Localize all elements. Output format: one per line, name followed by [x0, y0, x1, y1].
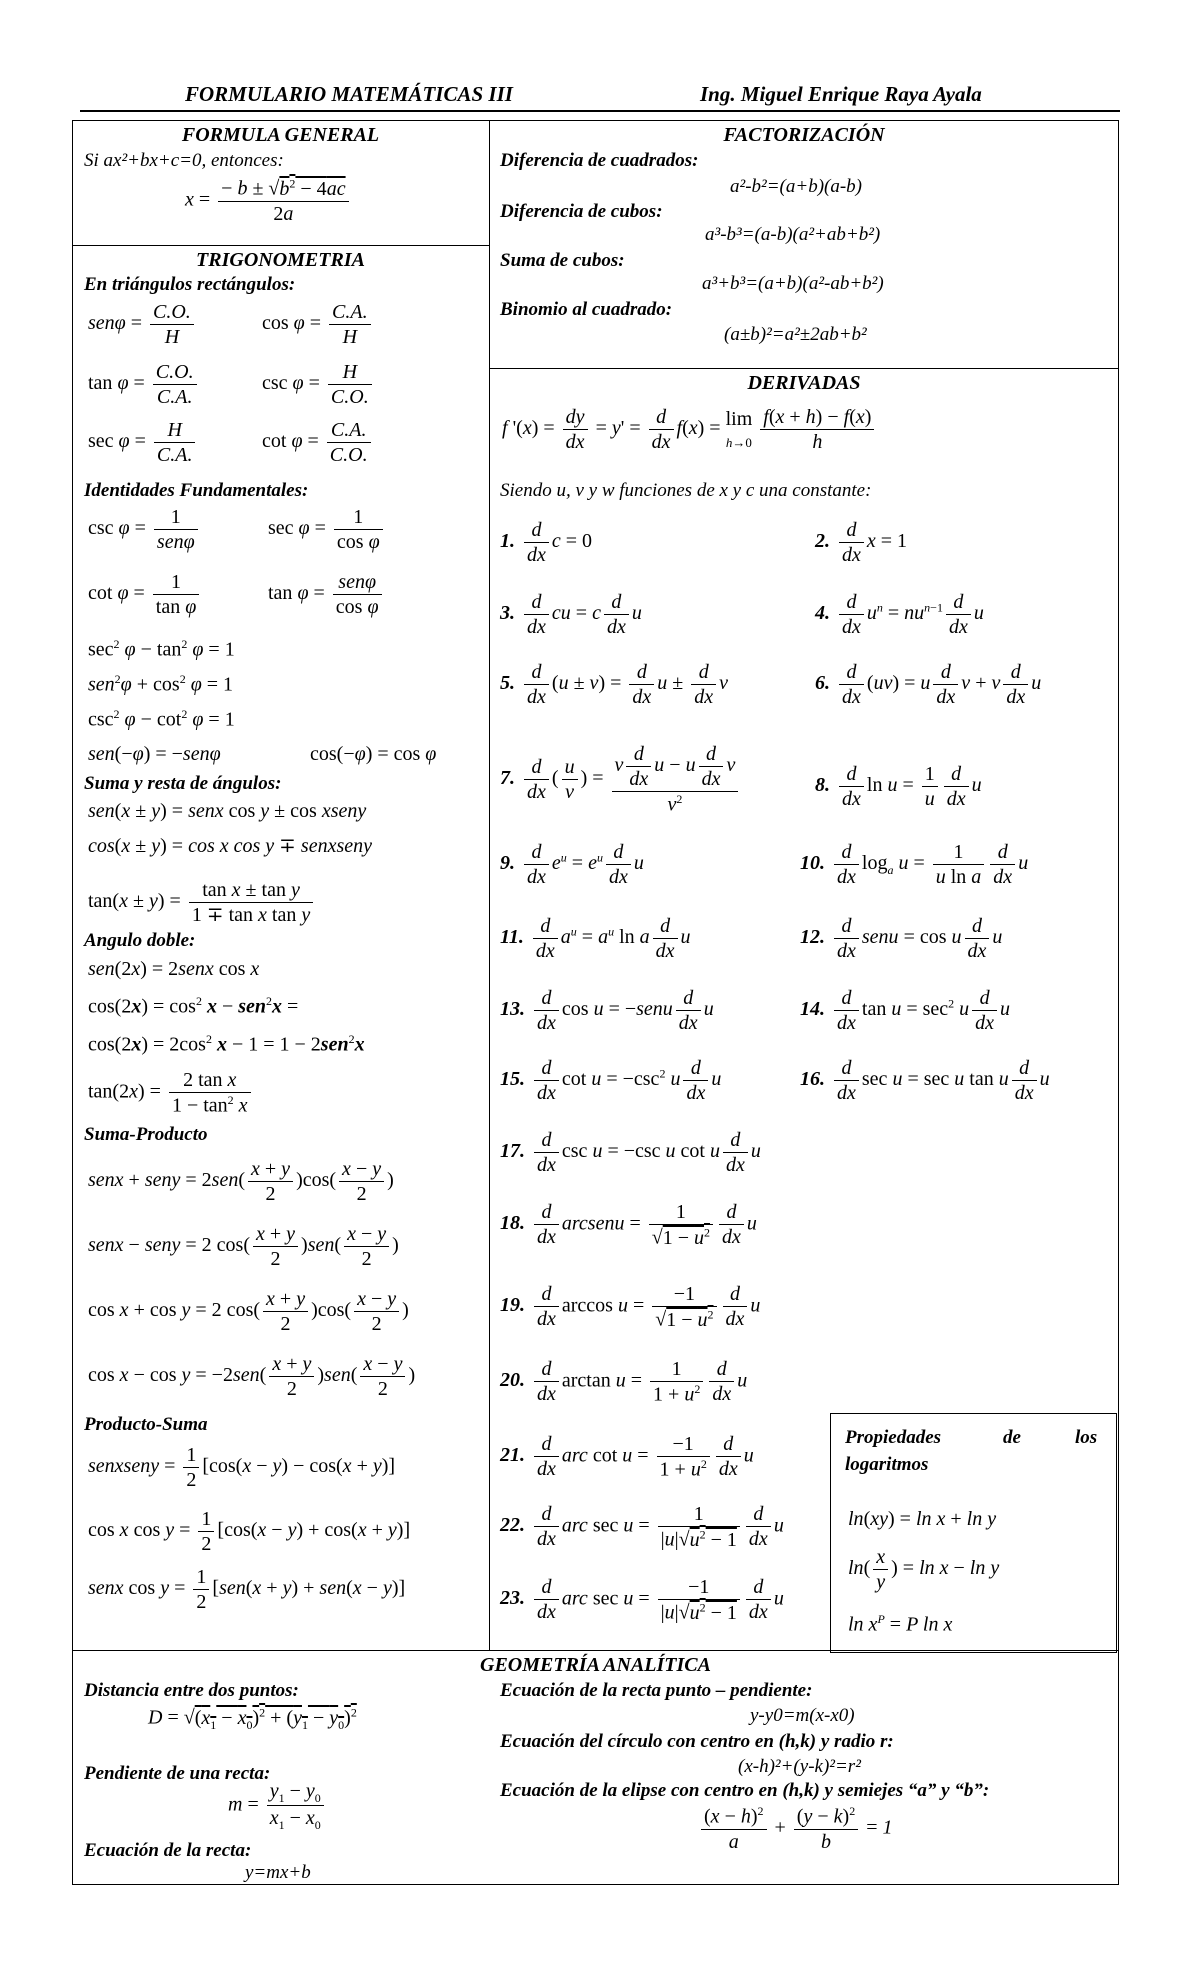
- geo-circle-value: (x-h)²+(y-k)²=r²: [738, 1756, 861, 1777]
- general-title: FORMULA GENERAL: [181, 124, 380, 146]
- quadratic-formula: x = $\frac{- b \pm √b^2 - 4ac}{2a}$: [185, 176, 352, 226]
- log-title-d: logaritmos: [845, 1454, 929, 1475]
- factor-diff-cubes-label: Diferencia de cubos:: [500, 201, 663, 222]
- factor-sum-cubes-label: Suma de cubos:: [500, 250, 625, 271]
- factor-binomial-eq: (a±b)²=a²±2ab+b²: [724, 324, 867, 345]
- geo-line-value: y=mx+b: [245, 1862, 311, 1883]
- geo-distance-formula: $D = √(x_1 - x_0)^2 + (y_1 - y_0)^2$: [148, 1705, 357, 1732]
- deriv-rule-15: 15. $\frac{d}{dx}$ $\cot u = -\csc^2$ u $\frac{d}{dx}$ u: [500, 1057, 722, 1104]
- sin-def: senφ = $\frac{C.O.}{H}$: [88, 300, 197, 349]
- deriv-rule-3: 3. $\frac{d}{dx}$ cu = c $\frac{d}{dx}$ u: [500, 591, 642, 638]
- sum-product-2: senx − seny = 2 cos( $\frac{x + y}{2}$ )sen( $\frac{x - y}{2}$ ): [88, 1223, 399, 1270]
- geo-slope-formula: m = $\frac{y_1 - y_0}{x_1 - x_0}$: [228, 1779, 327, 1833]
- cos-double-2: $\cos(2x) = 2\cos^2$ x − 1 = 1 − 2sen$^2$x: [88, 1032, 365, 1056]
- deriv-rule-12: 12. $\frac{d}{dx}$ senu = cos u $\frac{d}{dx}$ u: [800, 915, 1003, 962]
- log-power: $\ln x^P = P$ ln x: [848, 1612, 953, 1636]
- pythag-sin-cos: $sen^2\varphi + \cos^2 \varphi = 1$: [88, 672, 234, 696]
- deriv-rule-10: 10. $\frac{d}{dx}$ $\log_a u$ = $\frac{1}{\text{u ln a}}$ $\frac{d}{dx}$ u: [800, 841, 1029, 888]
- sin-odd: sen(−φ) = −senφ: [88, 743, 221, 765]
- trig-identities-label: Identidades Fundamentales:: [84, 480, 309, 501]
- deriv-note: Siendo u, v y w funciones de x y c una constante:: [500, 480, 872, 501]
- deriv-rule-17: 17. $\frac{d}{dx}$ csc u = −csc u cot u $\frac{d}{dx}$ u: [500, 1129, 761, 1176]
- sin-sum: sen(x ± y) = senx cos y ± cos xseny: [88, 800, 367, 822]
- trig-double-label: Angulo doble:: [84, 930, 196, 951]
- trig-title: TRIGONOMETRIA: [196, 249, 365, 271]
- log-title-a: Propiedades: [845, 1427, 942, 1448]
- deriv-rule-19: 19. $\frac{d}{dx}$ arccos u = $\frac{-1}{√1 - u^2}$ $\frac{d}{dx}$ u: [500, 1283, 761, 1331]
- cos-even: cos(−φ) = cos φ: [310, 743, 437, 765]
- deriv-rule-8: 8. $\frac{d}{dx}$ ln u = $\frac{1}{u}$ $\frac{d}{dx}$ u: [815, 763, 982, 810]
- header-rule: [80, 110, 1120, 112]
- deriv-rule-18: 18. $\frac{d}{dx}$ arcsenu = $\frac{1}{√1 - u^2}$ $\frac{d}{dx}$ u: [500, 1201, 757, 1249]
- cot-identity: cot φ = $\frac{1}{\text{tan φ}}$: [88, 570, 202, 619]
- deriv-rule-14: 14. $\frac{d}{dx}$ $\tan u = \sec^2 u$ $\frac{d}{dx}$ u: [800, 987, 1011, 1034]
- factor-binomial-label: Binomio al cuadrado:: [500, 299, 673, 320]
- geo-title: GEOMETRÍA ANALÍTICA: [480, 1654, 711, 1676]
- deriv-rule-20: 20. $\frac{d}{dx}$ arctan u = $\frac{1}{1 + u^2}$ $\frac{d}{dx}$ u: [500, 1358, 748, 1406]
- log-title-c: los: [1075, 1427, 1098, 1448]
- geo-distance-label: Distancia entre dos puntos:: [84, 1680, 299, 1701]
- sum-product-1: senx + seny = 2sen( $\frac{x + y}{2}$ )cos( $\frac{x - y}{2}$ ): [88, 1158, 394, 1205]
- geo-point-slope-label: Ecuación de la recta punto – pendiente:: [500, 1680, 813, 1701]
- factor-sum-cubes-eq: a³+b³=(a+b)(a²-ab+b²): [702, 273, 884, 294]
- divider-general-trig: [72, 245, 489, 246]
- product-sum-1: senxseny = $\frac{1}{2}$ [cos(x − y) − cos(x + y)]: [88, 1444, 396, 1491]
- sec-def: sec φ = $\frac{H}{C.A.}$: [88, 418, 198, 467]
- header-left: FORMULARIO MATEMÁTICAS III: [185, 82, 513, 106]
- cos-def: cos φ = $\frac{C.A.}{H}$: [262, 300, 374, 349]
- trig-triangles-label: En triángulos rectángulos:: [84, 274, 296, 295]
- divider-factor-deriv: [489, 368, 1119, 369]
- deriv-rule-2: 2. $\frac{d}{dx}$ x = 1: [815, 519, 908, 566]
- deriv-rule-22: 22. $\frac{d}{dx}$ arc sec u = $\frac{1}{|u|√u^2 - 1}$ $\frac{d}{dx}$ u: [500, 1503, 784, 1551]
- geo-ellipse-formula: $\frac{(x - h)^2}{a}$ + $\frac{(y - k)^2}{b}$ = 1: [698, 1804, 892, 1854]
- product-sum-3: senx cos y = $\frac{1}{2}$ [sen(x + y) + sen(x − y)]: [88, 1566, 406, 1613]
- product-sum-2: cos x cos y = $\frac{1}{2}$ [cos(x − y) + cos(x + y)]: [88, 1508, 411, 1555]
- deriv-rule-7: 7. $\frac{d}{dx}$ ( $\frac{u}{v}$ ) = v $\frac{d}{dx}$ u − u $\frac{d}{dx}$ v $v^2$: [500, 742, 741, 817]
- factor-title: FACTORIZACIÓN: [723, 124, 885, 146]
- geo-circle-label: Ecuación del círculo con centro en (h,k) y radio r:: [500, 1731, 894, 1752]
- pythag-sec-tan: $\sec^2 \varphi - \tan^2 \varphi = 1$: [88, 637, 235, 661]
- geo-slope-label: Pendiente de una recta:: [84, 1763, 271, 1784]
- deriv-rule-1: 1. $\frac{d}{dx}$ c = 0: [500, 519, 593, 566]
- general-intro: Si ax²+bx+c=0, entonces:: [84, 150, 284, 171]
- sec-identity: sec φ = $\frac{1}{\text{cos φ}}$: [268, 505, 386, 554]
- sin-double: sen(2x) = 2senx cos x: [88, 958, 260, 980]
- tan-def: tan φ = $\frac{C.O.}{C.A.}$: [88, 360, 200, 409]
- geo-point-slope-value: y-y0=m(x-x0): [750, 1705, 855, 1726]
- csc-def: csc φ = $\frac{H}{C.O.}$: [262, 360, 375, 409]
- tan-sum: tan(x ± y) = $\frac{\text{tan x ± tan y}}{\text{1 ∓ tan x tan y}}$: [88, 878, 316, 927]
- log-title-b: de: [1003, 1427, 1021, 1448]
- deriv-definition: f '(x) = $\frac{dy}{dx}$ = y' = $\frac{d}{dx}$ f(x) = lim h→0 $\frac{f(x + h) - f(x)}{h}$: [502, 405, 877, 454]
- log-quotient: ln( $\frac{x}{y}$ ) = ln x − ln y: [848, 1546, 1000, 1593]
- factor-diff-squares-label: Diferencia de cuadrados:: [500, 150, 699, 171]
- trig-sum-diff-label: Suma y resta de ángulos:: [84, 773, 282, 794]
- deriv-rule-9: 9. $\frac{d}{dx}$ $e^u = e^u$ $\frac{d}{dx}$ u: [500, 841, 644, 888]
- column-divider: [489, 120, 490, 1650]
- deriv-rule-13: 13. $\frac{d}{dx}$ cos u = −senu $\frac{d}{dx}$ u: [500, 987, 714, 1034]
- trig-product-sum-label: Producto-Suma: [84, 1414, 208, 1435]
- cos-double-1: $\cos(2x) = \cos^2 x - sen^2x$ =: [88, 994, 299, 1018]
- trig-sum-product-label: Suma-Producto: [84, 1124, 208, 1145]
- cot-def: cot φ = $\frac{C.A.}{C.O.}$: [262, 418, 374, 467]
- pythag-csc-cot: $\csc^2 \varphi - \cot^2 \varphi = 1$: [88, 707, 235, 731]
- geo-ellipse-label: Ecuación de la elipse con centro en (h,k) y semiejes “a” y “b”:: [500, 1780, 990, 1801]
- deriv-rule-4: 4. $\frac{d}{dx}$ $u^n = nu^{n-1}$ $\frac{d}{dx}$ u: [815, 591, 984, 638]
- tan-identity: tan φ = $\frac{\text{senφ}}{\text{cos φ}}$: [268, 570, 385, 619]
- deriv-title: DERIVADAS: [747, 372, 861, 394]
- deriv-rule-16: 16. $\frac{d}{dx}$ sec u = sec u tan u $\frac{d}{dx}$ u: [800, 1057, 1050, 1104]
- log-product: ln(xy) = ln x + ln y: [848, 1508, 997, 1530]
- sum-product-4: cos x − cos y = −2sen( $\frac{x + y}{2}$ )sen( $\frac{x - y}{2}$ ): [88, 1353, 416, 1400]
- header-right: Ing. Miguel Enrique Raya Ayala: [700, 82, 982, 106]
- csc-identity: csc φ = $\frac{1}{\text{senφ}}$: [88, 505, 201, 554]
- cos-sum: cos(x ± y) = cos x cos y ∓ senxseny: [88, 835, 372, 857]
- geo-line-label: Ecuación de la recta:: [84, 1840, 252, 1861]
- sum-product-3: cos x + cos y = 2 cos( $\frac{x + y}{2}$ )cos( $\frac{x - y}{2}$ ): [88, 1288, 409, 1335]
- deriv-rule-5: 5. $\frac{d}{dx}$ (u ± v) = $\frac{d}{dx}$ u ± $\frac{d}{dx}$ v: [500, 661, 729, 708]
- deriv-rule-23: 23. $\frac{d}{dx}$ arc sec u = $\frac{-1}{|u|√u^2 - 1}$ $\frac{d}{dx}$ u: [500, 1576, 784, 1624]
- deriv-rule-11: 11. $\frac{d}{dx}$ $a^u = a^u$ ln a $\frac{d}{dx}$ u: [500, 915, 691, 962]
- deriv-rule-6: 6. $\frac{d}{dx}$ (uv) = u $\frac{d}{dx}$ v + v $\frac{d}{dx}$ u: [815, 661, 1042, 708]
- tan-double: tan(2x) = $\frac{\text{2 tan x}}{1 - \tan^2 x}$: [88, 1068, 254, 1118]
- factor-diff-squares-eq: a²-b²=(a+b)(a-b): [730, 176, 862, 197]
- deriv-rule-21: 21. $\frac{d}{dx}$ arc cot u = $\frac{-1}{1 + u^2}$ $\frac{d}{dx}$ u: [500, 1433, 754, 1481]
- factor-diff-cubes-eq: a³-b³=(a-b)(a²+ab+b²): [705, 224, 881, 245]
